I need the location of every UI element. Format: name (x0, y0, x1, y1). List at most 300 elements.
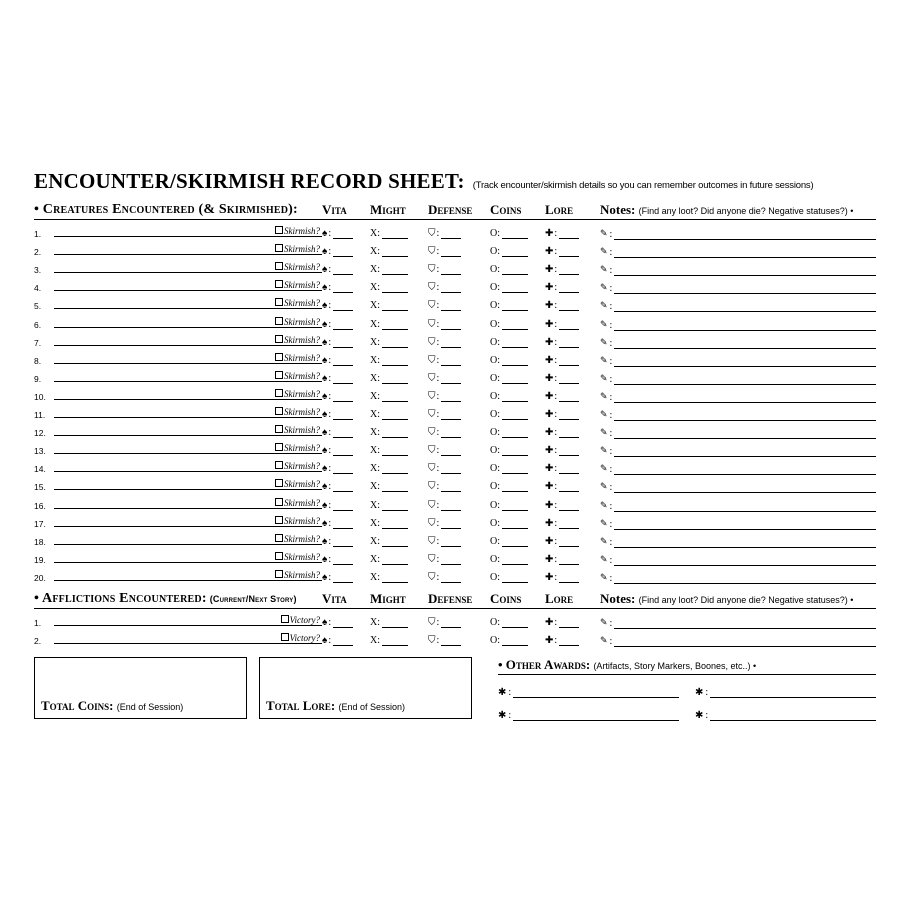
notes-field[interactable]: ✎ : (600, 258, 876, 276)
defense-field[interactable]: ⛉ : (428, 566, 490, 584)
creature-name-field[interactable] (54, 367, 322, 385)
defense-field[interactable]: ⛉ : (428, 548, 490, 566)
skirmish-checkbox[interactable]: Skirmish? (275, 335, 320, 345)
vita-icon: ♠ (322, 445, 328, 457)
shield-icon: ⛉ (428, 300, 436, 312)
notes-field[interactable]: ✎ : (600, 566, 876, 584)
checkbox-icon[interactable] (275, 516, 283, 524)
row-number: 6. (34, 319, 42, 330)
might-field[interactable] (370, 512, 428, 530)
coin-icon: O: (490, 499, 500, 511)
creature-row (34, 421, 876, 439)
checkbox-icon[interactable] (275, 461, 283, 469)
coins-field[interactable] (490, 349, 545, 367)
award-field[interactable]: ✱ : (695, 686, 876, 698)
lore-field[interactable]: ✚ : (545, 457, 600, 475)
pencil-icon: ✎ (600, 445, 608, 456)
notes-field[interactable]: ✎ : (600, 403, 876, 421)
checkbox-icon[interactable] (275, 353, 283, 361)
creature-name-field[interactable] (54, 312, 322, 330)
might-icon: X: (370, 517, 380, 529)
creature-name-field[interactable] (54, 611, 322, 629)
row-number: 2. (34, 636, 42, 647)
lore-icon: ✚ (545, 409, 554, 421)
row-number: 13. (34, 446, 46, 457)
vita-field[interactable]: ♠ : (322, 530, 370, 548)
row-number: 14. (34, 464, 46, 475)
vita-icon: ♠ (322, 409, 328, 421)
checkbox-icon[interactable] (275, 317, 283, 325)
total-coins-box[interactable] (34, 657, 247, 719)
vita-field[interactable]: ♠ : (322, 349, 370, 367)
vita-field[interactable]: ♠ : (322, 240, 370, 258)
checkbox-icon[interactable] (275, 298, 283, 306)
shield-icon: ⛉ (428, 372, 436, 384)
creature-row (34, 312, 876, 330)
might-field[interactable] (370, 475, 428, 493)
might-field[interactable] (370, 276, 428, 294)
shield-icon: ⛉ (428, 282, 436, 294)
skirmish-checkbox[interactable]: Skirmish? (275, 298, 320, 308)
vita-icon: ♠ (322, 517, 328, 529)
might-icon: X: (370, 635, 380, 647)
skirmish-checkbox[interactable]: Skirmish? (275, 317, 320, 327)
award-field[interactable]: ✱ : (498, 686, 679, 698)
checkbox-icon[interactable] (275, 552, 283, 560)
vita-field[interactable]: ♠ : (322, 258, 370, 276)
defense-field[interactable]: ⛉ : (428, 367, 490, 385)
creature-row (34, 457, 876, 475)
lore-field[interactable]: ✚ : (545, 312, 600, 330)
skirmish-checkbox[interactable]: Skirmish? (275, 516, 320, 526)
aff-column-header-notes (600, 591, 876, 607)
vita-field[interactable]: ♠ : (322, 331, 370, 349)
coin-icon: O: (490, 264, 500, 276)
pencil-icon: ✎ (600, 372, 608, 383)
name-underline (54, 562, 322, 563)
might-field[interactable] (370, 331, 428, 349)
coins-field[interactable] (490, 629, 545, 647)
defense-field[interactable]: ⛉ : (428, 258, 490, 276)
other-awards-title: • Other Awards: (498, 657, 591, 673)
notes-field[interactable]: ✎ : (600, 629, 876, 647)
might-field[interactable] (370, 457, 428, 475)
lore-icon: ✚ (545, 553, 554, 565)
notes-field[interactable]: ✎ : (600, 349, 876, 367)
checkbox-icon[interactable] (275, 570, 283, 578)
checkbox-icon[interactable] (275, 479, 283, 487)
award-field[interactable]: ✱ : (695, 709, 876, 721)
checkbox-icon[interactable] (275, 262, 283, 270)
shield-icon: ⛉ (428, 571, 436, 583)
creature-row (34, 367, 876, 385)
row-number: 1. (34, 229, 42, 240)
lore-field[interactable]: ✚ : (545, 331, 600, 349)
row-number: 9. (34, 373, 42, 384)
coins-field[interactable] (490, 331, 545, 349)
victory-checkbox[interactable]: Victory? (281, 615, 320, 625)
skirmish-checkbox[interactable]: Skirmish? (275, 280, 320, 290)
lore-field[interactable]: ✚ : (545, 294, 600, 312)
might-icon: X: (370, 390, 380, 402)
might-field[interactable] (370, 222, 428, 240)
might-field[interactable] (370, 530, 428, 548)
notes-field[interactable]: ✎ : (600, 385, 876, 403)
coin-icon: O: (490, 427, 500, 439)
vita-icon: ♠ (322, 571, 328, 583)
lore-icon: ✚ (545, 228, 554, 240)
creature-name-field[interactable] (54, 512, 322, 530)
lore-icon: ✚ (545, 300, 554, 312)
notes-field[interactable]: ✎ : (600, 548, 876, 566)
coins-field[interactable] (490, 439, 545, 457)
vita-field[interactable]: ♠ : (322, 222, 370, 240)
skirmish-checkbox[interactable]: Skirmish? (275, 425, 320, 435)
defense-field[interactable]: ⛉ : (428, 611, 490, 629)
lore-icon: ✚ (545, 390, 554, 402)
lore-field[interactable]: ✚ : (545, 403, 600, 421)
might-field[interactable] (370, 421, 428, 439)
coins-field[interactable] (490, 294, 545, 312)
creatures-section-header (34, 202, 876, 220)
lore-field[interactable]: ✚ : (545, 629, 600, 647)
skirmish-checkbox[interactable]: Skirmish? (275, 226, 320, 236)
coin-icon: O: (490, 481, 500, 493)
pencil-icon: ✎ (600, 481, 608, 492)
defense-field[interactable]: ⛉ : (428, 294, 490, 312)
coins-field[interactable] (490, 457, 545, 475)
vita-field[interactable]: ♠ : (322, 276, 370, 294)
defense-field[interactable]: ⛉ : (428, 475, 490, 493)
aff-column-header-might: Might (370, 590, 406, 606)
creature-name-field[interactable] (54, 403, 322, 421)
vita-field[interactable]: ♠ : (322, 629, 370, 647)
defense-field[interactable]: ⛉ : (428, 312, 490, 330)
notes-field[interactable]: ✎ : (600, 312, 876, 330)
vita-field[interactable]: ♠ : (322, 457, 370, 475)
might-icon: X: (370, 318, 380, 330)
coins-field[interactable] (490, 611, 545, 629)
creature-name-field[interactable] (54, 276, 322, 294)
coins-field[interactable] (490, 475, 545, 493)
checkbox-icon[interactable] (275, 498, 283, 506)
lore-field[interactable]: ✚ : (545, 530, 600, 548)
vita-field[interactable]: ♠ : (322, 493, 370, 511)
aff-column-header-lore: Lore (545, 590, 574, 606)
pencil-icon: ✎ (600, 499, 608, 510)
checkbox-icon[interactable] (275, 244, 283, 252)
skirmish-checkbox[interactable]: Skirmish? (275, 570, 320, 580)
total-coins-text: Total Coins: (41, 698, 114, 714)
might-icon: X: (370, 300, 380, 312)
notes-field[interactable]: ✎ : (600, 367, 876, 385)
pencil-icon: ✎ (600, 553, 608, 564)
might-field[interactable] (370, 439, 428, 457)
vita-field[interactable]: ♠ : (322, 566, 370, 584)
afflictions-section-header (34, 591, 876, 609)
checkbox-icon[interactable] (275, 407, 283, 415)
might-icon: X: (370, 571, 380, 583)
skirmish-checkbox[interactable]: Skirmish? (275, 479, 320, 489)
aff-column-header-defense: Defense (428, 590, 473, 606)
skirmish-checkbox[interactable]: Skirmish? (275, 443, 320, 453)
checkbox-icon[interactable] (281, 615, 289, 623)
vita-field[interactable]: ♠ : (322, 403, 370, 421)
notes-field[interactable]: ✎ : (600, 493, 876, 511)
coins-field[interactable] (490, 421, 545, 439)
coins-field[interactable] (490, 548, 545, 566)
shield-icon: ⛉ (428, 535, 436, 547)
skirmish-checkbox[interactable]: Skirmish? (275, 353, 320, 363)
name-underline (54, 508, 322, 509)
skirmish-checkbox[interactable]: Skirmish? (275, 371, 320, 381)
might-field[interactable] (370, 611, 428, 629)
vita-icon: ♠ (322, 463, 328, 475)
checkbox-icon[interactable] (275, 425, 283, 433)
might-field[interactable] (370, 493, 428, 511)
skirmish-checkbox[interactable]: Skirmish? (275, 262, 320, 272)
vita-icon: ♠ (322, 390, 328, 402)
notes-field[interactable]: ✎ : (600, 294, 876, 312)
notes-sublabel: (Find any loot? Did anyone die? Negative statuses?) • (638, 206, 854, 216)
checkbox-icon[interactable] (275, 443, 283, 451)
creature-name-field[interactable] (54, 457, 322, 475)
lore-icon: ✚ (545, 463, 554, 475)
shield-icon: ⛉ (428, 553, 436, 565)
coin-icon: O: (490, 282, 500, 294)
might-field[interactable] (370, 312, 428, 330)
defense-field[interactable]: ⛉ : (428, 385, 490, 403)
lore-field[interactable]: ✚ : (545, 566, 600, 584)
defense-field[interactable]: ⛉ : (428, 349, 490, 367)
creature-row (34, 258, 876, 276)
defense-field[interactable]: ⛉ : (428, 493, 490, 511)
lore-field[interactable]: ✚ : (545, 349, 600, 367)
award-field[interactable]: ✱ : (498, 709, 679, 721)
defense-field[interactable]: ⛉ : (428, 421, 490, 439)
notes-field[interactable]: ✎ : (600, 276, 876, 294)
lore-field[interactable]: ✚ : (545, 276, 600, 294)
defense-field[interactable]: ⛉ : (428, 222, 490, 240)
notes-field[interactable]: ✎ : (600, 421, 876, 439)
star-icon: ✱ (498, 710, 507, 722)
lore-field[interactable]: ✚ : (545, 493, 600, 511)
vita-icon: ♠ (322, 354, 328, 366)
creature-name-field[interactable] (54, 566, 322, 584)
name-underline (54, 254, 322, 255)
lore-field[interactable]: ✚ : (545, 611, 600, 629)
might-field[interactable] (370, 629, 428, 647)
vita-field[interactable]: ♠ : (322, 294, 370, 312)
creature-name-field[interactable] (54, 548, 322, 566)
row-number: 18. (34, 536, 46, 547)
creature-name-field[interactable] (54, 349, 322, 367)
lore-field[interactable]: ✚ : (545, 475, 600, 493)
checkbox-icon[interactable] (281, 633, 289, 641)
shield-icon: ⛉ (428, 635, 436, 647)
star-icon: ✱ (695, 710, 704, 722)
vita-icon: ♠ (322, 336, 328, 348)
vita-field[interactable]: ♠ : (322, 512, 370, 530)
notes-field[interactable]: ✎ : (600, 611, 876, 629)
total-lore-sub: (End of Session) (338, 702, 406, 713)
shield-icon: ⛉ (428, 463, 436, 475)
lore-field[interactable]: ✚ : (545, 258, 600, 276)
coins-field[interactable] (490, 276, 545, 294)
name-underline (54, 236, 322, 237)
defense-field[interactable]: ⛉ : (428, 629, 490, 647)
lore-field[interactable]: ✚ : (545, 548, 600, 566)
coin-icon: O: (490, 571, 500, 583)
vita-field[interactable]: ♠ : (322, 611, 370, 629)
creature-name-field[interactable] (54, 385, 322, 403)
notes-field[interactable]: ✎ : (600, 457, 876, 475)
skirmish-checkbox[interactable]: Skirmish? (275, 498, 320, 508)
skirmish-checkbox[interactable]: Skirmish? (275, 552, 320, 562)
lore-field[interactable]: ✚ : (545, 512, 600, 530)
notes-field[interactable]: ✎ : (600, 331, 876, 349)
column-header-vita: Vita (322, 202, 347, 217)
creatures-heading: • Creatures Encountered (& Skirmished): (34, 202, 298, 217)
vita-icon: ♠ (322, 318, 328, 330)
creature-rows (34, 222, 876, 584)
defense-field[interactable]: ⛉ : (428, 512, 490, 530)
lore-field[interactable]: ✚ : (545, 439, 600, 457)
checkbox-icon[interactable] (275, 534, 283, 542)
coins-field[interactable] (490, 493, 545, 511)
coin-icon: O: (490, 300, 500, 312)
row-number: 17. (34, 518, 46, 529)
creature-name-field[interactable] (54, 475, 322, 493)
checkbox-icon[interactable] (275, 226, 283, 234)
creature-row (34, 331, 876, 349)
victory-checkbox[interactable]: Victory? (281, 633, 320, 643)
defense-field[interactable]: ⛉ : (428, 240, 490, 258)
coins-field[interactable] (490, 240, 545, 258)
bottom-section (34, 657, 876, 721)
page-subtitle: (Track encounter/skirmish details so you can remember outcomes in future sessions) (472, 180, 814, 191)
shield-icon: ⛉ (428, 318, 436, 330)
notes-field[interactable]: ✎ : (600, 512, 876, 530)
vita-icon: ♠ (322, 228, 328, 240)
might-icon: X: (370, 499, 380, 511)
might-icon: X: (370, 282, 380, 294)
vita-field[interactable]: ♠ : (322, 367, 370, 385)
creature-name-field[interactable] (54, 439, 322, 457)
might-field[interactable] (370, 367, 428, 385)
skirmish-checkbox[interactable]: Skirmish? (275, 461, 320, 471)
lore-icon: ✚ (545, 481, 554, 493)
notes-field[interactable]: ✎ : (600, 475, 876, 493)
checkbox-icon[interactable] (275, 335, 283, 343)
coins-field[interactable] (490, 222, 545, 240)
coin-icon: O: (490, 616, 500, 628)
coins-field[interactable] (490, 530, 545, 548)
might-field[interactable] (370, 294, 428, 312)
defense-field[interactable]: ⛉ : (428, 331, 490, 349)
might-field[interactable] (370, 403, 428, 421)
coin-icon: O: (490, 354, 500, 366)
might-field[interactable] (370, 385, 428, 403)
coins-field[interactable] (490, 403, 545, 421)
creature-row (34, 493, 876, 511)
vita-field[interactable]: ♠ : (322, 439, 370, 457)
creature-name-field[interactable] (54, 493, 322, 511)
lore-field[interactable]: ✚ : (545, 367, 600, 385)
vita-field[interactable]: ♠ : (322, 475, 370, 493)
coins-field[interactable] (490, 385, 545, 403)
creature-name-field[interactable] (54, 530, 322, 548)
star-icon: ✱ (695, 687, 704, 699)
coins-field[interactable] (490, 512, 545, 530)
might-field[interactable] (370, 258, 428, 276)
coins-field[interactable] (490, 312, 545, 330)
coins-field[interactable] (490, 566, 545, 584)
aff-column-header-vita: Vita (322, 590, 347, 606)
might-field[interactable] (370, 349, 428, 367)
notes-field[interactable]: ✎ : (600, 439, 876, 457)
name-underline (54, 580, 322, 581)
defense-field[interactable]: ⛉ : (428, 439, 490, 457)
vita-field[interactable]: ♠ : (322, 548, 370, 566)
total-lore-box[interactable] (259, 657, 472, 719)
creature-name-field[interactable] (54, 222, 322, 240)
skirmish-checkbox[interactable]: Skirmish? (275, 389, 320, 399)
creature-name-field[interactable] (54, 240, 322, 258)
creature-name-field[interactable] (54, 294, 322, 312)
coins-field[interactable] (490, 258, 545, 276)
coin-icon: O: (490, 463, 500, 475)
defense-field[interactable]: ⛉ : (428, 276, 490, 294)
lore-field[interactable]: ✚ : (545, 222, 600, 240)
might-field[interactable] (370, 548, 428, 566)
skirmish-checkbox[interactable]: Skirmish? (275, 407, 320, 417)
notes-field[interactable]: ✎ : (600, 530, 876, 548)
lore-field[interactable]: ✚ : (545, 421, 600, 439)
checkbox-icon[interactable] (275, 371, 283, 379)
notes-field[interactable]: ✎ : (600, 240, 876, 258)
page-title: ENCOUNTER/SKIRMISH RECORD SHEET: (34, 169, 465, 193)
pencil-icon: ✎ (600, 246, 608, 257)
defense-field[interactable]: ⛉ : (428, 403, 490, 421)
vita-field[interactable]: ♠ : (322, 312, 370, 330)
skirmish-checkbox[interactable]: Skirmish? (275, 534, 320, 544)
creature-name-field[interactable] (54, 258, 322, 276)
vita-field[interactable]: ♠ : (322, 421, 370, 439)
lore-field[interactable]: ✚ : (545, 240, 600, 258)
pencil-icon: ✎ (600, 318, 608, 329)
row-number: 2. (34, 247, 42, 258)
might-field[interactable] (370, 566, 428, 584)
lore-field[interactable]: ✚ : (545, 385, 600, 403)
creature-name-field[interactable] (54, 331, 322, 349)
vita-field[interactable]: ♠ : (322, 385, 370, 403)
pencil-icon: ✎ (600, 535, 608, 546)
defense-field[interactable]: ⛉ : (428, 530, 490, 548)
skirmish-checkbox[interactable]: Skirmish? (275, 244, 320, 254)
coin-icon: O: (490, 372, 500, 384)
checkbox-icon[interactable] (275, 389, 283, 397)
defense-field[interactable]: ⛉ : (428, 457, 490, 475)
coins-field[interactable] (490, 367, 545, 385)
creature-row (34, 240, 876, 258)
creature-name-field[interactable] (54, 421, 322, 439)
might-field[interactable] (370, 240, 428, 258)
pencil-icon: ✎ (600, 427, 608, 438)
creature-name-field[interactable] (54, 629, 322, 647)
notes-field[interactable]: ✎ : (600, 222, 876, 240)
checkbox-icon[interactable] (275, 280, 283, 288)
